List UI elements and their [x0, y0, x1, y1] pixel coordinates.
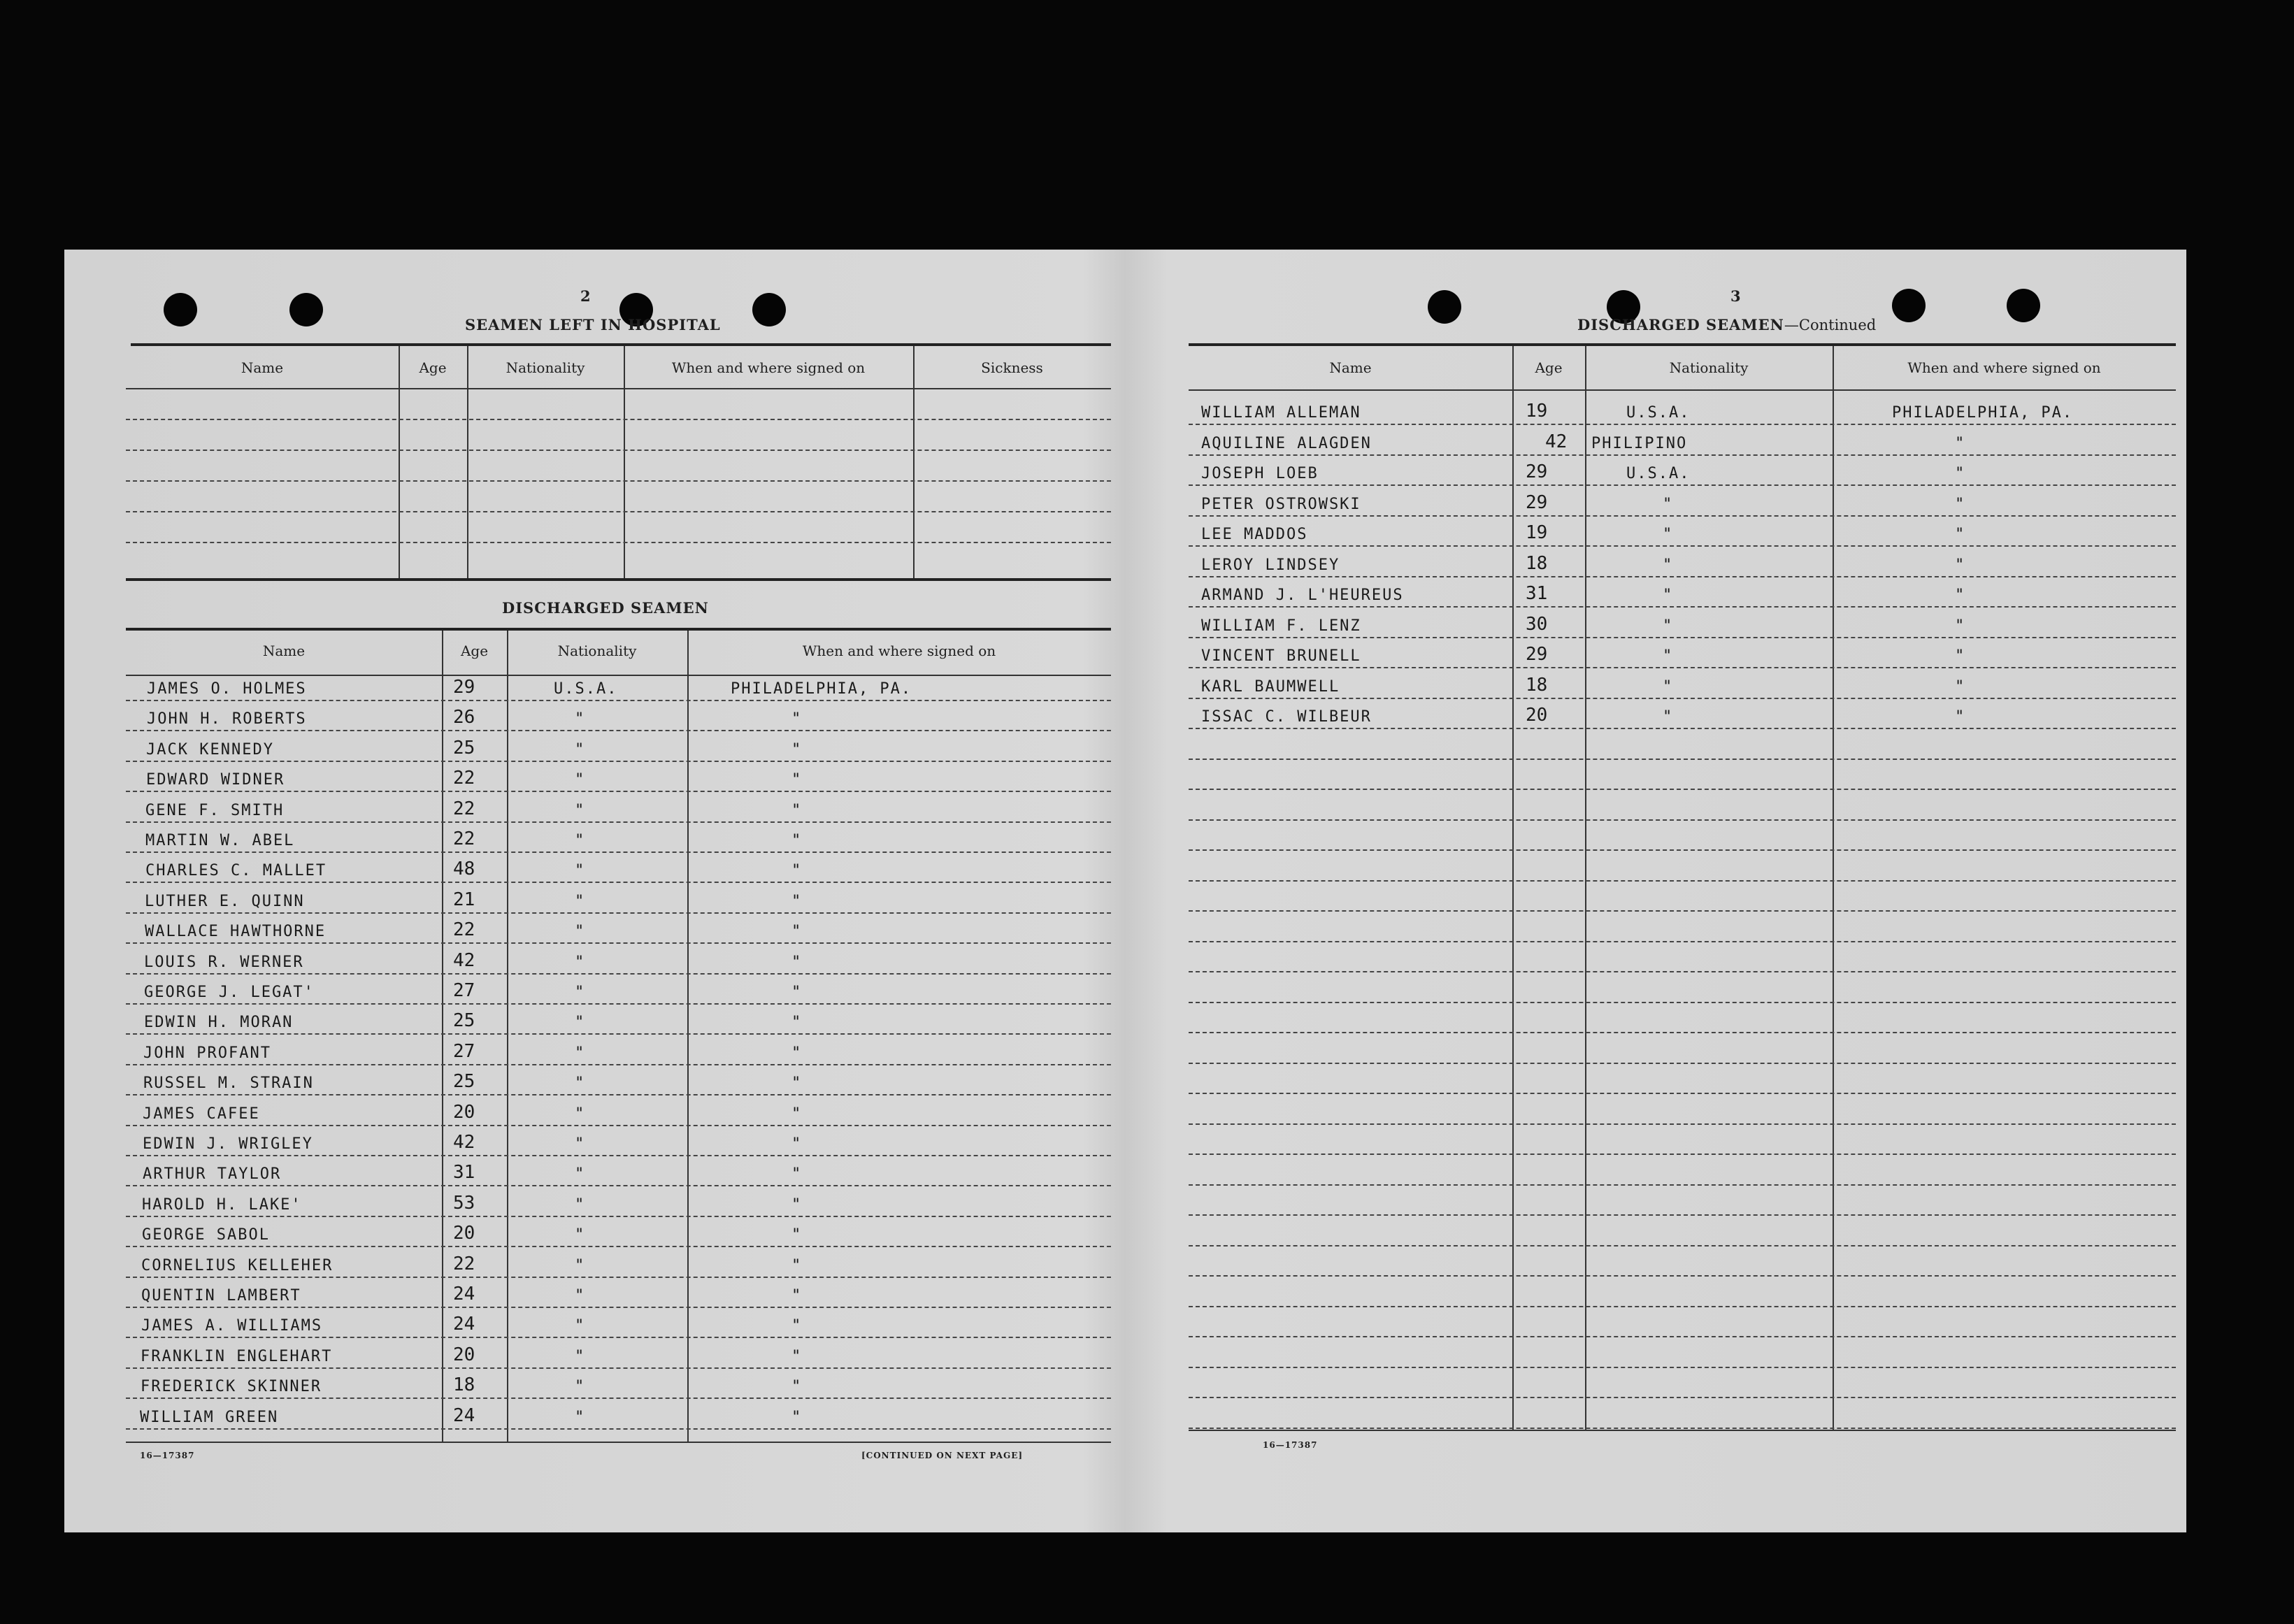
- table-row-rule: [1189, 849, 2176, 851]
- table-row-rule: [126, 1216, 1111, 1217]
- seaman-name: LEE MADDOS: [1201, 526, 1308, 543]
- right-page: [1123, 250, 2186, 1532]
- seaman-name: CORNELIUS KELLEHER: [141, 1257, 334, 1274]
- hospital-row-rule: [126, 480, 1111, 482]
- seaman-age: 27: [453, 980, 475, 1001]
- seaman-name: LOUIS R. WERNER: [144, 954, 304, 971]
- discharged-col-divider: [507, 631, 508, 1443]
- table-row-rule: [126, 1094, 1111, 1095]
- punch-hole: [1428, 290, 1461, 324]
- table-row-rule: [1189, 1154, 2176, 1155]
- seaman-nationality: PHILIPINO: [1591, 435, 1688, 452]
- table-row-rule: [126, 1428, 1111, 1430]
- seaman-age: 29: [1526, 461, 1548, 482]
- table-bottom-rule: [1189, 1430, 2176, 1431]
- header-signed-on: When and where signed on: [1907, 359, 2101, 376]
- seaman-age: 42: [453, 1132, 475, 1153]
- table-row-rule: [126, 973, 1111, 975]
- seaman-nationality: ": [575, 1226, 586, 1244]
- seaman-signed-on: ": [791, 893, 803, 910]
- seaman-signed-on: ": [791, 954, 803, 971]
- seaman-signed-on: ": [1955, 587, 1966, 604]
- seaman-nationality: ": [575, 741, 586, 759]
- table-row-rule: [126, 942, 1111, 944]
- seaman-nationality: ": [1663, 556, 1674, 574]
- table-row-rule: [1189, 1397, 2176, 1398]
- seaman-name: AQUILINE ALAGDEN: [1201, 435, 1372, 452]
- table-row-rule: [1189, 515, 2176, 517]
- table-row-rule: [1189, 819, 2176, 821]
- seaman-signed-on: ": [791, 832, 803, 849]
- seaman-name: GENE F. SMITH: [145, 802, 285, 819]
- seaman-nationality: ": [575, 1317, 586, 1335]
- discharged-col-divider: [442, 631, 443, 1443]
- seaman-name: LUTHER E. QUINN: [145, 893, 305, 910]
- page-number: 3: [1730, 287, 1741, 305]
- table-header-rule: [1189, 389, 2176, 391]
- seaman-age: 22: [453, 1253, 475, 1274]
- seaman-age: 53: [453, 1193, 475, 1214]
- discharged-table-header-rule: [126, 675, 1111, 676]
- seaman-nationality: ": [1663, 708, 1674, 726]
- seaman-name: ISSAC C. WILBEUR: [1201, 708, 1372, 726]
- table-row-rule: [1189, 1093, 2176, 1094]
- seaman-name: VINCENT BRUNELL: [1201, 647, 1361, 665]
- seaman-signed-on: ": [1955, 708, 1966, 726]
- table-row-rule: [1189, 728, 2176, 729]
- seaman-signed-on: ": [791, 1135, 803, 1153]
- hospital-row-rule: [126, 450, 1111, 451]
- table-row-rule: [126, 791, 1111, 792]
- seaman-name: EDWIN H. MORAN: [144, 1014, 294, 1031]
- discharged-header-signed-on: When and where signed on: [802, 642, 996, 659]
- seaman-name: HAROLD H. LAKE': [142, 1196, 302, 1214]
- seaman-age: 20: [1526, 705, 1548, 726]
- seaman-age: 42: [453, 950, 475, 971]
- table-row-rule: [1189, 698, 2176, 699]
- seaman-age: 29: [1526, 492, 1548, 513]
- document-sheet: [64, 250, 2186, 1532]
- seaman-nationality: ": [575, 1044, 586, 1062]
- table-row-rule: [1189, 667, 2176, 668]
- table-row-rule: [1189, 1123, 2176, 1125]
- table-row-rule: [126, 1246, 1111, 1247]
- seaman-signed-on: ": [1955, 617, 1966, 635]
- seaman-signed-on: ": [1955, 435, 1966, 452]
- discharged-header-nationality: Nationality: [557, 642, 637, 659]
- table-row-rule: [1189, 545, 2176, 547]
- seaman-age: 20: [453, 1102, 475, 1123]
- table-row-rule: [1189, 1306, 2176, 1307]
- seaman-signed-on: ": [791, 771, 803, 789]
- seaman-age: 29: [453, 677, 475, 698]
- seaman-signed-on: ": [791, 741, 803, 759]
- seaman-name: PETER OSTROWSKI: [1201, 496, 1361, 513]
- seaman-age: 18: [1526, 553, 1548, 574]
- seaman-signed-on: ": [791, 1105, 803, 1123]
- hospital-row-rule: [126, 542, 1111, 543]
- discharged-continued-title: [1577, 316, 1876, 333]
- seaman-signed-on: ": [1955, 526, 1966, 543]
- seaman-age: 26: [453, 707, 475, 728]
- seaman-nationality: U.S.A.: [1626, 404, 1691, 422]
- seaman-nationality: U.S.A.: [554, 680, 618, 698]
- hospital-table-top-rule: [131, 343, 1111, 346]
- punch-hole: [752, 293, 786, 326]
- table-row-rule: [1189, 424, 2176, 425]
- discharged-col-divider: [687, 631, 689, 1443]
- table-row-rule: [1189, 971, 2176, 972]
- table-row-rule: [1189, 606, 2176, 608]
- header-age: Age: [1535, 359, 1563, 376]
- seaman-nationality: ": [1663, 617, 1674, 635]
- seaman-nationality: ": [575, 802, 586, 819]
- seaman-name: WILLIAM ALLEMAN: [1201, 404, 1361, 422]
- seaman-nationality: ": [1663, 678, 1674, 696]
- discharged-table-bottom-rule: [126, 1442, 1111, 1443]
- seaman-name: KARL BAUMWELL: [1201, 678, 1340, 696]
- seaman-nationality: ": [575, 1105, 586, 1123]
- seaman-name: JAMES A. WILLIAMS: [141, 1317, 323, 1335]
- table-row-rule: [1189, 576, 2176, 577]
- seaman-signed-on: PHILADELPHIA, PA.: [1892, 404, 2074, 422]
- table-row-rule: [126, 851, 1111, 853]
- seaman-nationality: ": [575, 1196, 586, 1214]
- continued-note: [CONTINUED ON NEXT PAGE]: [861, 1451, 1024, 1460]
- discharged-header-name: Name: [262, 642, 306, 659]
- page-number: 2: [580, 287, 591, 305]
- table-row-rule: [1189, 1032, 2176, 1033]
- seaman-nationality: ": [1663, 526, 1674, 543]
- seaman-nationality: ": [575, 923, 586, 940]
- table-row-rule: [126, 912, 1111, 914]
- hospital-header-sickness: Sickness: [981, 359, 1043, 376]
- seaman-name: JAMES O. HOLMES: [147, 680, 307, 698]
- seaman-age: 24: [453, 1284, 475, 1305]
- table-row-rule: [126, 730, 1111, 731]
- form-number: 16—17387: [1263, 1440, 1318, 1450]
- seaman-age: 20: [453, 1223, 475, 1244]
- seaman-signed-on: ": [1955, 678, 1966, 696]
- table-row-rule: [126, 761, 1111, 762]
- table-row-rule: [1189, 1336, 2176, 1337]
- seaman-age: 24: [453, 1405, 475, 1426]
- seaman-signed-on: ": [791, 862, 803, 879]
- seaman-nationality: ": [575, 954, 586, 971]
- seaman-nationality: ": [575, 832, 586, 849]
- seaman-nationality: ": [575, 1014, 586, 1031]
- table-row-rule: [126, 1125, 1111, 1126]
- seaman-nationality: ": [575, 1378, 586, 1395]
- seaman-name: FRANKLIN ENGLEHART: [141, 1348, 333, 1365]
- title-suffix: —Continued: [1784, 317, 1877, 333]
- seaman-nationality: ": [575, 771, 586, 789]
- table-row-rule: [1189, 637, 2176, 638]
- table-row-rule: [1189, 910, 2176, 912]
- seaman-nationality: ": [575, 1348, 586, 1365]
- seaman-signed-on: ": [791, 1257, 803, 1274]
- seaman-age: 22: [453, 919, 475, 940]
- punch-hole: [1892, 289, 1926, 322]
- seaman-age: 31: [1526, 583, 1548, 604]
- seaman-name: GEORGE SABOL: [142, 1226, 270, 1244]
- punch-hole: [2007, 289, 2040, 322]
- table-row-rule: [1189, 1275, 2176, 1277]
- discharged-table-top-rule: [126, 628, 1111, 631]
- table-row-rule: [1189, 941, 2176, 942]
- seaman-nationality: ": [1663, 647, 1674, 665]
- seaman-signed-on: ": [1955, 556, 1966, 574]
- seaman-age: 48: [453, 858, 475, 879]
- seaman-age: 22: [453, 828, 475, 849]
- seaman-signed-on: ": [791, 710, 803, 728]
- seaman-signed-on: ": [1955, 647, 1966, 665]
- seaman-age: 19: [1526, 401, 1548, 422]
- discharged-header-age: Age: [460, 642, 489, 659]
- seaman-name: CHARLES C. MALLET: [145, 862, 327, 879]
- seaman-age: 22: [453, 798, 475, 819]
- table-row-rule: [126, 1033, 1111, 1035]
- table-row-rule: [1189, 759, 2176, 760]
- seaman-signed-on: ": [791, 1014, 803, 1031]
- seaman-signed-on: ": [791, 984, 803, 1001]
- seaman-nationality: ": [575, 862, 586, 879]
- seaman-age: 31: [453, 1162, 475, 1183]
- seaman-age: 19: [1526, 522, 1548, 543]
- table-row-rule: [126, 1367, 1111, 1369]
- seaman-name: LEROY LINDSEY: [1201, 556, 1340, 574]
- seaman-nationality: ": [575, 1075, 586, 1092]
- table-row-rule: [126, 1185, 1111, 1186]
- seaman-name: MARTIN W. ABEL: [145, 832, 295, 849]
- seaman-age: 24: [453, 1314, 475, 1335]
- table-row-rule: [126, 1277, 1111, 1278]
- seaman-signed-on: ": [791, 1287, 803, 1305]
- seaman-name: ARTHUR TAYLOR: [143, 1165, 282, 1183]
- hospital-col-divider: [399, 346, 400, 578]
- seaman-age: 18: [453, 1374, 475, 1395]
- seaman-signed-on: ": [791, 802, 803, 819]
- table-row-rule: [1189, 484, 2176, 486]
- seaman-name: JAMES CAFEE: [143, 1105, 260, 1123]
- table-row-rule: [126, 821, 1111, 823]
- seaman-age: 20: [453, 1344, 475, 1365]
- hospital-header-signed-on: When and where signed on: [671, 359, 866, 376]
- seaman-nationality: ": [1663, 587, 1674, 604]
- table-row-rule: [126, 700, 1111, 701]
- seaman-age: 21: [453, 889, 475, 910]
- seaman-signed-on: ": [1955, 465, 1966, 482]
- seaman-signed-on: ": [791, 1044, 803, 1062]
- seaman-signed-on: ": [1955, 496, 1966, 513]
- seaman-signed-on: ": [791, 1378, 803, 1395]
- seaman-age: 22: [453, 768, 475, 789]
- punch-hole: [289, 293, 323, 326]
- seaman-name: RUSSEL M. STRAIN: [143, 1075, 314, 1092]
- seaman-nationality: ": [1663, 496, 1674, 513]
- col-divider: [1833, 346, 1834, 1431]
- left-page: [64, 250, 1113, 1532]
- table-row-rule: [1189, 1367, 2176, 1368]
- table-row-rule: [1189, 1214, 2176, 1216]
- seaman-nationality: ": [575, 1287, 586, 1305]
- table-row-rule: [1189, 1428, 2176, 1429]
- seaman-age: 29: [1526, 644, 1548, 665]
- seaman-signed-on: PHILADELPHIA, PA.: [731, 680, 912, 698]
- seaman-nationality: ": [575, 984, 586, 1001]
- seaman-signed-on: ": [791, 1165, 803, 1183]
- hospital-row-rule: [126, 511, 1111, 512]
- seaman-name: EDWARD WIDNER: [146, 771, 285, 789]
- seaman-name: JOSEPH LOEB: [1201, 465, 1319, 482]
- seaman-name: GEORGE J. LEGAT': [144, 984, 315, 1001]
- form-number: 16—17387: [140, 1451, 195, 1460]
- hospital-header-age: Age: [419, 359, 447, 376]
- seaman-age: 25: [453, 1010, 475, 1031]
- table-row-rule: [126, 1337, 1111, 1338]
- seaman-name: JACK KENNEDY: [146, 741, 274, 759]
- table-row-rule: [126, 882, 1111, 883]
- seaman-age: 25: [453, 1071, 475, 1092]
- seaman-name: QUENTIN LAMBERT: [141, 1287, 301, 1305]
- hospital-col-divider: [913, 346, 915, 578]
- table-row-rule: [1189, 880, 2176, 882]
- seaman-signed-on: ": [791, 1075, 803, 1092]
- seaman-name: JOHN H. ROBERTS: [147, 710, 307, 728]
- title-main: DISCHARGED SEAMEN: [1577, 316, 1784, 333]
- punch-hole: [164, 293, 197, 326]
- hospital-header-nationality: Nationality: [506, 359, 585, 376]
- seaman-signed-on: ": [791, 1348, 803, 1365]
- seaman-signed-on: ": [791, 1196, 803, 1214]
- table-row-rule: [1189, 789, 2176, 790]
- hospital-col-divider: [624, 346, 625, 578]
- table-row-rule: [1189, 1063, 2176, 1064]
- table-row-rule: [1189, 1184, 2176, 1186]
- seaman-name: FREDERICK SKINNER: [141, 1378, 322, 1395]
- seaman-age: 18: [1526, 675, 1548, 696]
- seaman-age: 27: [453, 1041, 475, 1062]
- hospital-title: SEAMEN LEFT IN HOSPITAL: [465, 316, 721, 333]
- seaman-signed-on: ": [791, 1226, 803, 1244]
- seaman-signed-on: ": [791, 1317, 803, 1335]
- seaman-name: WALLACE HAWTHORNE: [145, 923, 327, 940]
- table-row-rule: [1189, 1002, 2176, 1003]
- seaman-age: 25: [453, 738, 475, 759]
- table-row-rule: [126, 1307, 1111, 1308]
- hospital-table-bottom-rule: [126, 578, 1111, 581]
- table-row-rule: [126, 1003, 1111, 1005]
- discharged-title: DISCHARGED SEAMEN: [502, 599, 709, 617]
- seaman-name: ARMAND J. L'HEUREUS: [1201, 587, 1404, 604]
- col-divider: [1585, 346, 1586, 1431]
- hospital-col-divider: [467, 346, 468, 578]
- hospital-header-name: Name: [241, 359, 284, 376]
- hospital-table-header-rule: [126, 388, 1111, 389]
- seaman-name: JOHN PROFANT: [143, 1044, 271, 1062]
- seaman-nationality: ": [575, 1135, 586, 1153]
- header-name: Name: [1329, 359, 1372, 376]
- table-row-rule: [1189, 1245, 2176, 1246]
- table-row-rule: [1189, 454, 2176, 456]
- seaman-age: 30: [1526, 614, 1548, 635]
- seaman-name: WILLIAM GREEN: [140, 1409, 279, 1426]
- header-nationality: Nationality: [1669, 359, 1749, 376]
- table-row-rule: [126, 1155, 1111, 1156]
- seaman-nationality: ": [575, 893, 586, 910]
- seaman-nationality: ": [575, 1165, 586, 1183]
- hospital-row-rule: [126, 419, 1111, 420]
- seaman-name: WILLIAM F. LENZ: [1201, 617, 1361, 635]
- col-divider: [1512, 346, 1514, 1431]
- seaman-signed-on: ": [791, 923, 803, 940]
- table-row-rule: [126, 1064, 1111, 1065]
- seaman-nationality: ": [575, 1257, 586, 1274]
- seaman-age: 42: [1545, 431, 1568, 452]
- seaman-signed-on: ": [791, 1409, 803, 1426]
- seaman-nationality: U.S.A.: [1626, 465, 1691, 482]
- table-row-rule: [126, 1397, 1111, 1399]
- seaman-nationality: ": [575, 710, 586, 728]
- seaman-nationality: ": [575, 1409, 586, 1426]
- table-top-rule: [1189, 343, 2176, 346]
- seaman-name: EDWIN J. WRIGLEY: [143, 1135, 313, 1153]
